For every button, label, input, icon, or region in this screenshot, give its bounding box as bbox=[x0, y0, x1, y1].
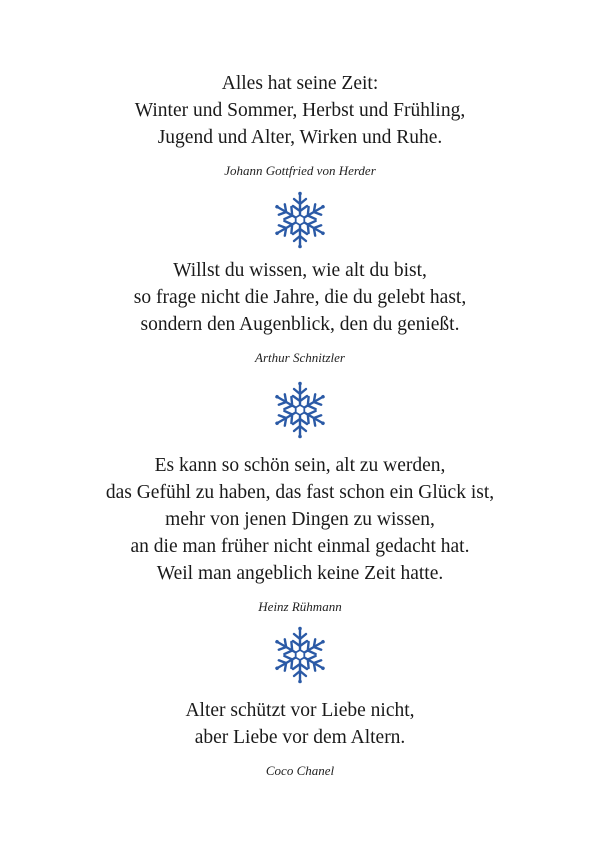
quote-line: an die man früher nicht einmal gedacht hat. bbox=[130, 536, 470, 557]
quote-chanel bbox=[0, 697, 600, 780]
quote-author: Heinz Rühmann bbox=[258, 599, 342, 614]
quote-herder bbox=[0, 70, 600, 180]
quote-line: Es kann so schön sein, alt zu werden, bbox=[154, 455, 446, 476]
quote-line: das Gefühl zu haben, das fast schon ein Glück ist, bbox=[105, 482, 495, 503]
quote-schnitzler bbox=[0, 257, 600, 367]
quote-author: Coco Chanel bbox=[265, 763, 335, 778]
quote-line: Alles hat seine Zeit: bbox=[221, 73, 379, 94]
quote-author: Arthur Schnitzler bbox=[255, 350, 345, 365]
quote-line: Willst du wissen, wie alt du bist, bbox=[173, 260, 427, 281]
quote-line: so frage nicht die Jahre, die du gelebt hast, bbox=[133, 287, 467, 308]
quote-line: sondern den Augenblick, den du genießt. bbox=[140, 314, 460, 335]
snowflake-icon bbox=[270, 190, 330, 250]
quote-line: mehr von jenen Dingen zu wissen, bbox=[165, 509, 435, 530]
quote-line: aber Liebe vor dem Altern. bbox=[194, 727, 406, 748]
quote-ruehmann bbox=[0, 452, 600, 616]
quote-author: Johann Gottfried von Herder bbox=[224, 163, 376, 178]
quote-line: Winter und Sommer, Herbst und Frühling, bbox=[134, 100, 466, 121]
snowflake-icon bbox=[270, 380, 330, 440]
quote-line: Jugend und Alter, Wirken und Ruhe. bbox=[157, 127, 443, 148]
quote-line: Weil man angeblich keine Zeit hatte. bbox=[156, 563, 444, 584]
quote-line: Alter schützt vor Liebe nicht, bbox=[185, 700, 415, 721]
snowflake-icon bbox=[270, 625, 330, 685]
